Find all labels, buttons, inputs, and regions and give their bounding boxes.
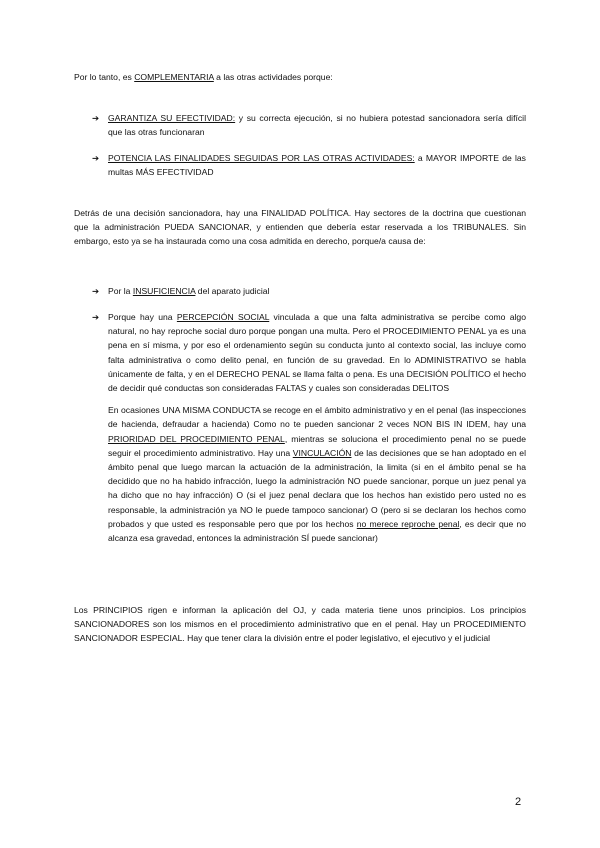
page-number: 2 [515, 796, 522, 808]
arrow-icon: ➔ [92, 286, 100, 296]
paragraph-principios: Los PRINCIPIOS rigen e informan la aplicación del OJ, y cada materia tiene unos principios. Los principios SANCIONADORES son los mismos en el procedimiento administrativo que en el penal. Hay un PROCEDIMIENTO SANCIONADOR ESPECIAL. Hay que tener clara la división entre el poder legislativo, el ejecutivo y el judicial [74, 605, 526, 644]
arrow-icon: ➔ [92, 153, 100, 163]
bullet-term: INSUFICIENCIA [132, 286, 196, 296]
underlined-term: PRIORIDAD DEL PROCEDIMIENTO PENAL [108, 433, 285, 444]
bullet-term: GARANTIZA SU EFECTIVIDAD: [108, 113, 236, 123]
bullet-post: del aparato judicial [195, 286, 270, 296]
text-run: , es decir que no alcanza esa gravedad, entonces la administración SÍ puede sancionar) [108, 518, 526, 544]
text-run: de las decisiones que se han adoptado en el ámbito penal que luego marcan la actuación de la administración, la limita (si en el ámbito penal se ha decidido que no ha habido infracción, luego la administración NO puede sancionar, porque un juez penal ya ha dicho que no hay infracción) O (si el juez penal declara que los hechos han existido pero usted no es responsable, la administración ya NO le puede tampoco sancionar) O (pero si se declaran los hechos como probados y que usted es responsable pero que por los hechos [108, 447, 526, 529]
intro-post: a las otras actividades porque: [213, 72, 333, 82]
arrow-icon: ➔ [92, 312, 100, 322]
bullet-term: POTENCIA LAS FINALIDADES SEGUIDAS POR LAS OTRAS ACTIVIDADES: [108, 153, 415, 163]
underlined-term: VINCULACIÓN [292, 447, 352, 458]
underlined-term: no merece reproche penal [356, 518, 460, 529]
intro-paragraph [74, 70, 526, 84]
arrow-icon: ➔ [92, 113, 100, 123]
bullet-insuficiencia [92, 284, 526, 298]
bullet-potencia [92, 151, 526, 179]
bullet-guarantee [92, 111, 526, 139]
bullet-percepcion [92, 310, 526, 545]
bullet-pre: Por la [108, 286, 133, 296]
underlined-term: PERCEPCIÓN SOCIAL [176, 312, 270, 322]
text-run: En ocasiones UNA MISMA CONDUCTA se recoge en el ámbito administrativo y en el penal (las inspecciones de hacienda, defraudar a hacienda) Como no te pueden sancionar 2 veces NON BIS IN IDEM, hay una [108, 405, 526, 430]
intro-term: COMPLEMENTARIA [134, 72, 214, 82]
bullet-text: a MAYOR IMPORTE de las multas MÁS EFECTIVIDAD [108, 153, 526, 178]
intro-pre: Por lo tanto, es [74, 72, 135, 82]
text-run: vinculada a que una falta administrativa se percibe como algo natural, no hay reproche social duro porque pongan una multa. Pero el PROCEDIMIENTO PENAL ya es una pena en sí misma, y por eso el ordenamiento según su conducta junto al contexto social, las incluye como falta administrativa o como delito penal, en función de su gravedad. En lo ADMINISTRATIVO se habla únicamente de falta, y en el DERECHO PENAL se llama falta o pena. Es una DECISIÓN POLÍTICO el hecho de decidir qué conductas son consideradas FALTAS y cuales son consideradas DELITOS [108, 312, 526, 394]
paragraph-finalidad: Detrás de una decisión sancionadora, hay una FINALIDAD POLÍTICA. Hay sectores de la doctrina que cuestionan que la administración PUEDA SANCIONAR, y entienden que debería estar reservada a los TRIBUNALES. Sin embargo, esto ya se ha instaurada como una cosa admitida en derecho, porque/a causa de: [74, 208, 526, 247]
text-run: Porque hay una [108, 312, 177, 322]
bullet-text: y su correcta ejecución, si no hubiera potestad sancionadora sería difícil que las otras funcionaran [108, 113, 526, 138]
percepcion-paragraph [108, 310, 526, 395]
text-run: , mientras se soluciona el procedimiento penal no se puede seguir el procedimiento administrativo. Hay una [108, 433, 526, 458]
ocasiones-paragraph [108, 403, 526, 545]
